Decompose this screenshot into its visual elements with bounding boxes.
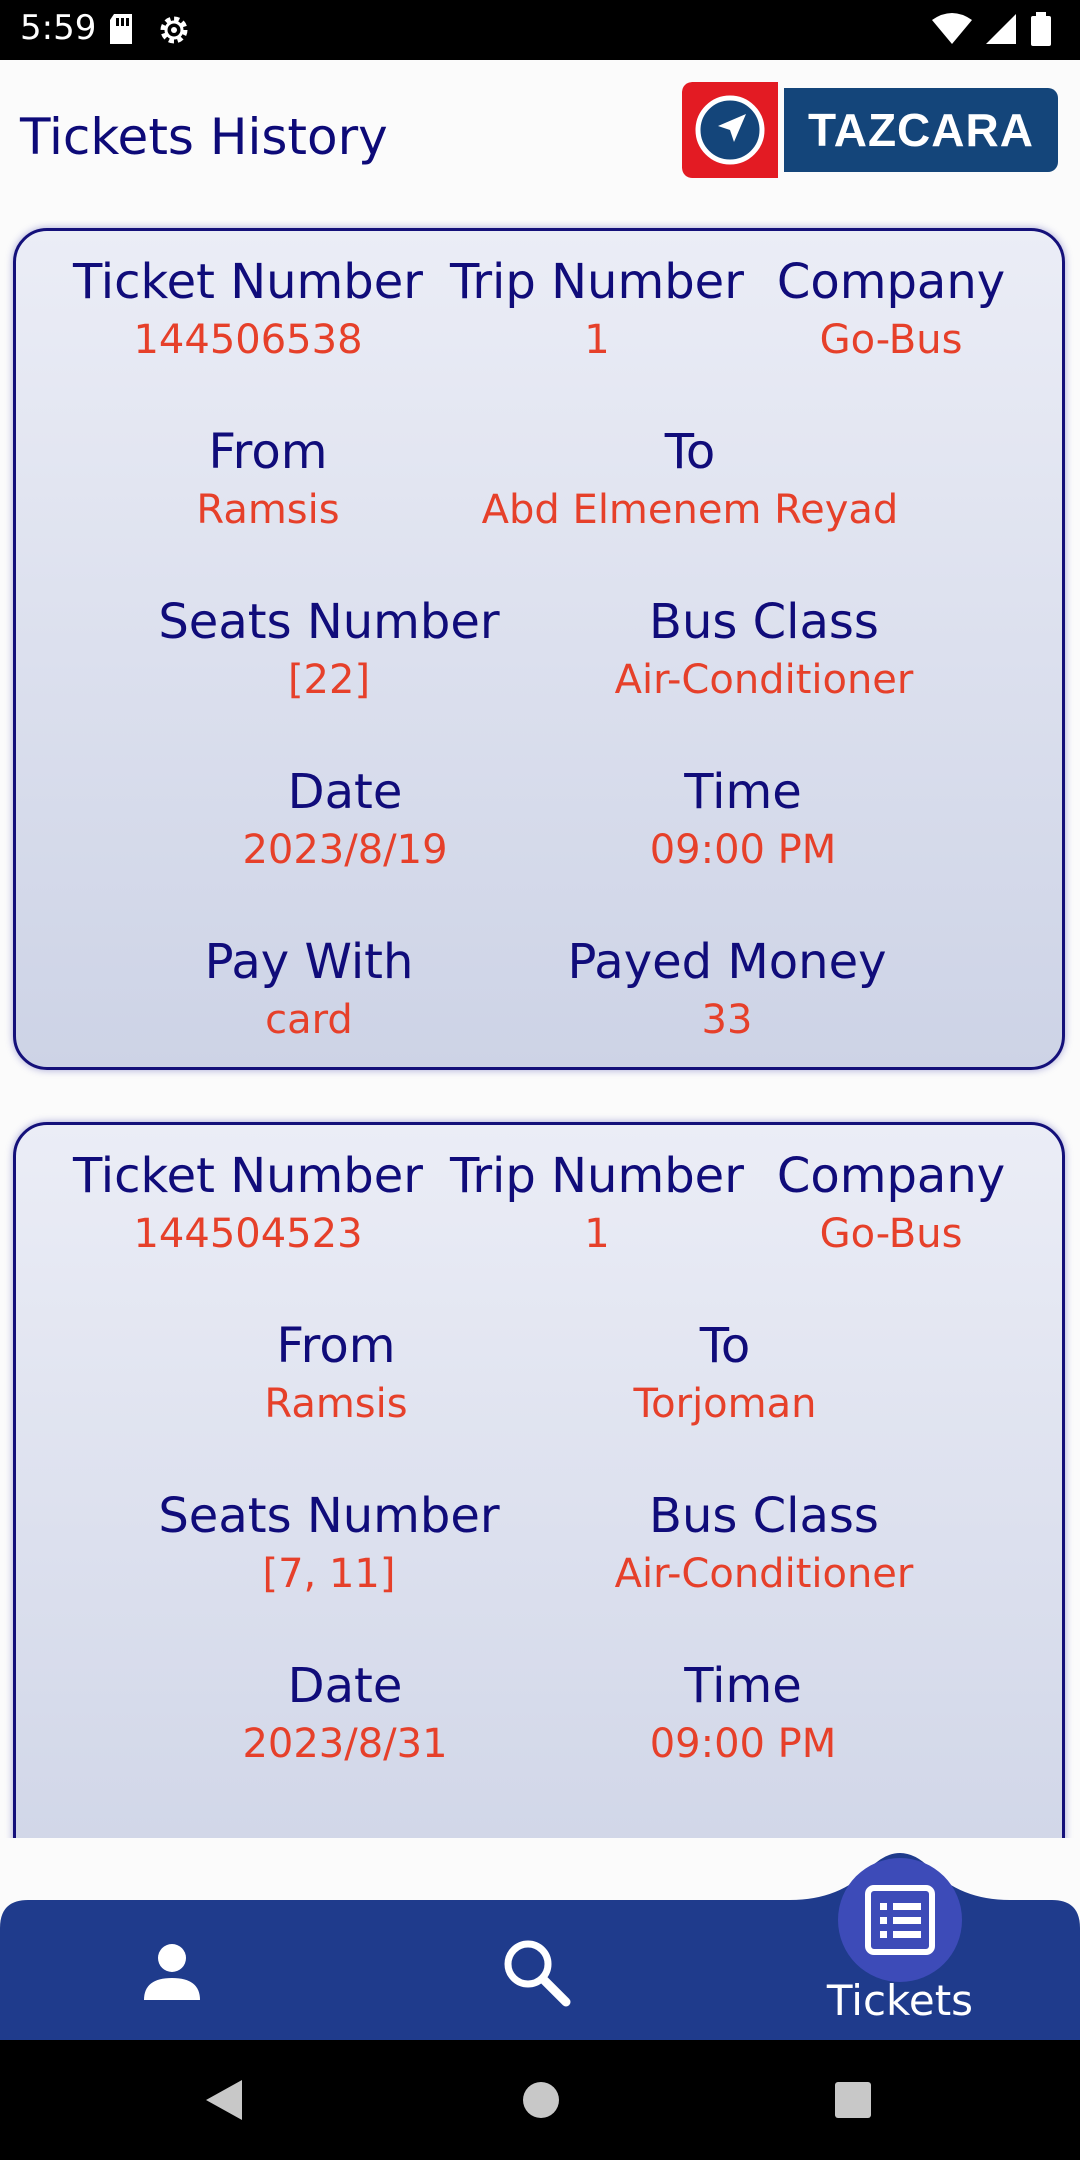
ticket-number-value: 144504523 [133,1211,363,1257]
trip-number-field [450,253,744,369]
bus-class-label: Bus Class [649,594,879,650]
seats-number-label: Seats Number [158,594,500,650]
company-label: Company [776,254,1006,310]
time-value: 09:00 PM [649,1721,837,1767]
company-field [777,253,1005,369]
ticket-number-label: Ticket Number [72,1148,424,1204]
seats-number-value: [22] [287,657,371,703]
wifi-icon [932,12,972,46]
page-title: Tickets History [20,108,388,166]
trip-number-label: Trip Number [450,254,744,310]
from-label: From [208,424,328,480]
ticket-number-value: 144506538 [133,317,363,363]
date-value: 2023/8/31 [242,1721,448,1767]
time-label: Time [684,764,802,820]
to-field [634,1317,817,1433]
from-value: Ramsis [264,1381,408,1427]
bus-class-field [615,1487,914,1603]
ticket-number-label: Ticket Number [72,254,424,310]
settings-gear-icon [156,12,192,48]
ticket-number-field [73,253,423,369]
pay-with-field [205,933,414,1049]
to-field [482,423,899,539]
ticket-card[interactable] [13,228,1065,1070]
date-field [242,763,447,879]
payed-money-field [567,933,886,1049]
tickets-list-icon [865,1885,935,1955]
to-label: To [699,1318,751,1374]
trip-number-field [450,1147,744,1263]
bus-class-value: Air-Conditioner [614,657,914,703]
nav-tickets-button[interactable] [838,1858,962,1982]
recents-icon[interactable] [834,2078,872,2122]
seats-number-field [158,593,499,709]
app-header [0,60,1080,220]
trip-number-label: Trip Number [450,1148,744,1204]
payed-money-label: Payed Money [567,934,887,990]
search-icon [500,1936,572,2008]
date-label: Date [287,1658,403,1714]
from-field [196,423,339,539]
time-field [650,763,837,879]
time-field [650,1657,837,1773]
status-time: 5:59 [20,8,97,48]
seats-number-value: [7, 11] [262,1551,396,1597]
seats-number-field [158,1487,499,1603]
bus-class-value: Air-Conditioner [614,1551,914,1597]
logo-text: TAZCARA [784,88,1058,172]
to-value: Torjoman [633,1381,817,1427]
pay-with-value: card [265,997,353,1043]
trip-number-value: 1 [584,317,610,363]
to-label: To [664,424,716,480]
from-field [264,1317,407,1433]
sd-card-icon [108,14,134,46]
to-value: Abd Elmenem Reyad [481,487,899,533]
from-value: Ramsis [196,487,340,533]
company-label: Company [776,1148,1006,1204]
pay-with-label: Pay With [204,934,414,990]
date-field [242,1657,447,1773]
time-label: Time [684,1658,802,1714]
time-value: 09:00 PM [649,827,837,873]
bottom-navigation [0,1838,1080,2040]
company-value: Go-Bus [819,317,963,363]
from-label: From [276,1318,396,1374]
home-icon[interactable] [522,2078,560,2122]
nav-search-button[interactable] [500,1936,572,2008]
person-icon [140,1938,204,2002]
cell-signal-icon [984,12,1018,46]
company-field [777,1147,1005,1263]
date-value: 2023/8/19 [242,827,448,873]
ticket-number-field [73,1147,423,1263]
battery-icon [1030,12,1052,46]
date-label: Date [287,764,403,820]
system-navigation-bar [0,2040,1080,2160]
navigation-arrow-icon [690,90,770,170]
ticket-list[interactable] [0,220,1080,1838]
ticket-card[interactable] [13,1122,1065,1838]
status-bar [0,0,1080,60]
bus-class-label: Bus Class [649,1488,879,1544]
payed-money-value: 33 [701,997,753,1043]
trip-number-value: 1 [584,1211,610,1257]
company-value: Go-Bus [819,1211,963,1257]
nav-tickets-label[interactable]: Tickets [826,1976,974,2025]
bus-class-field [615,593,914,709]
nav-profile-button[interactable] [140,1938,204,2002]
back-icon[interactable] [204,2078,244,2122]
tazcara-logo [682,82,1058,178]
seats-number-label: Seats Number [158,1488,500,1544]
